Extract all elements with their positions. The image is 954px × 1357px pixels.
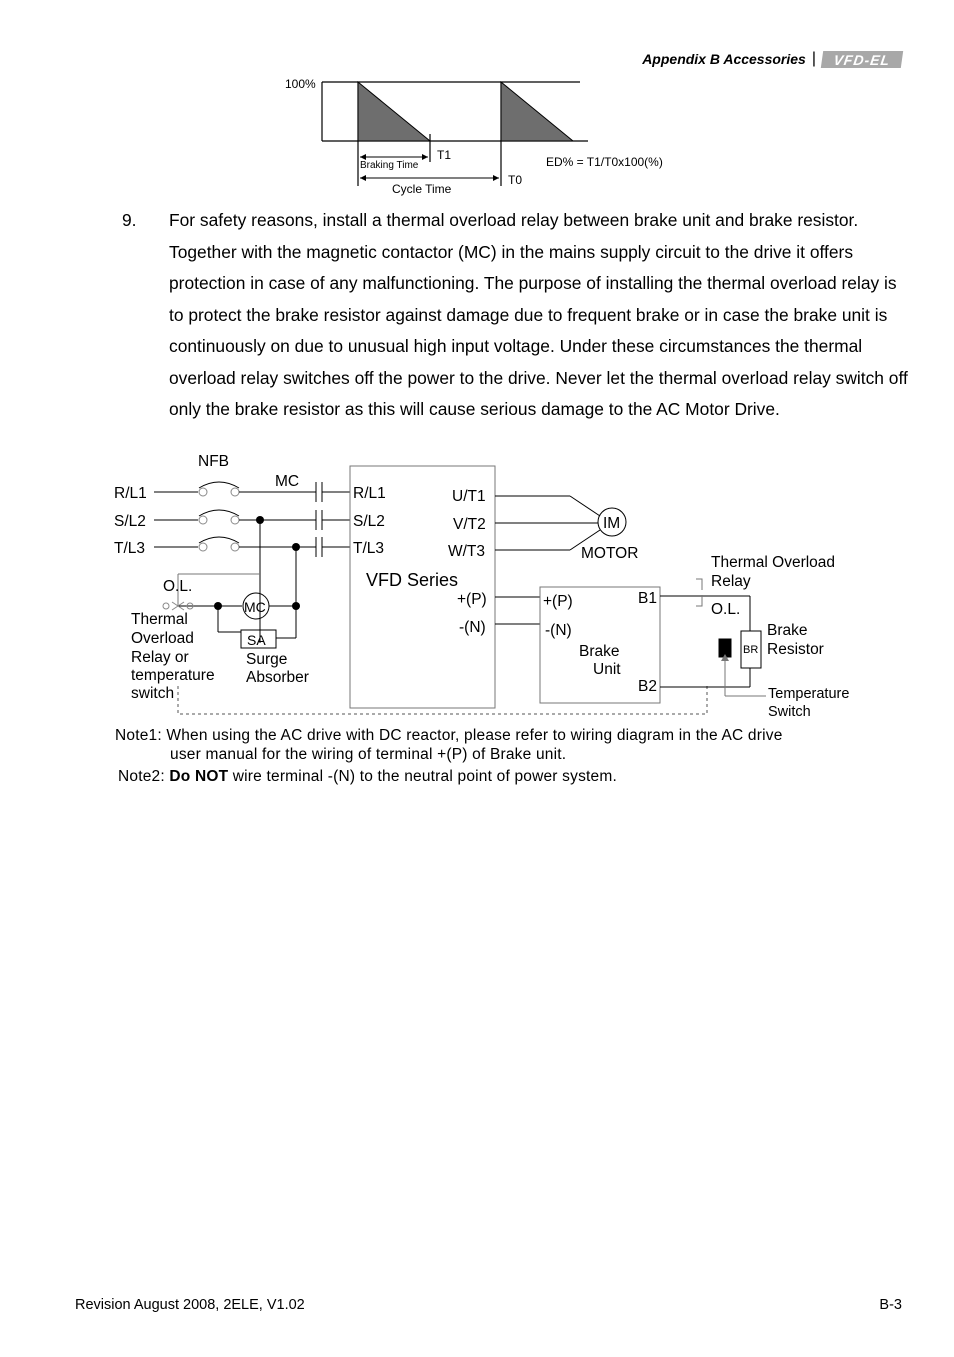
ol-right-label: O.L. (711, 601, 741, 618)
surge-absorber-label-2: Absorber (246, 669, 309, 686)
note2-rest: wire terminal -(N) to the neutral point of power system. (228, 768, 617, 785)
b1-terminal: B1 (638, 590, 657, 607)
motor-label: MOTOR (581, 545, 639, 562)
note2-bold: Do NOT (169, 768, 229, 785)
y-label-100: 100% (285, 77, 316, 91)
tor-label-2: Overload (131, 630, 194, 647)
brake-unit-label-2: Unit (593, 661, 621, 678)
cycle-time-label: Cycle Time (392, 182, 452, 196)
header-section-title: Appendix B Accessories (642, 51, 806, 67)
note1-line1: Note1: When using the AC drive with DC reactor, please refer to wiring diagram in the AC drive (115, 727, 783, 744)
s-l2-terminal: S/L2 (353, 513, 385, 530)
footer-page-number: B-3 (879, 1297, 902, 1313)
im-label: IM (603, 515, 621, 532)
braking-timing-diagram (280, 74, 700, 202)
t1-label: T1 (437, 148, 452, 162)
junction-dot (256, 516, 264, 524)
tor-label-5: switch (131, 685, 175, 702)
note1-line2: user manual for the wiring of terminal +(P) of Brake unit. (170, 746, 567, 763)
braking-pulse-2 (501, 82, 573, 141)
b2-terminal: B2 (638, 678, 657, 695)
item-text: For safety reasons, install a thermal overload relay between brake unit and brake resistor. Together with the magnetic contactor (MC) in the mains supply circuit to the drive it offers protection in case of any malfunctioning. The purpose of installing the thermal overload relay is to protect the brake resistor against damage due to frequent brake or in case the brake unit is continuously on due to unusual high input voltage. Under these circumstances the thermal overload relay switches off the power to the drive. Never let the thermal overload relay switch off only the brake resistor as this will cause serious damage to the AC Motor Drive. (169, 210, 908, 419)
thermal-relay-label-2: Relay (711, 573, 751, 590)
s-l2-input-label: S/L2 (114, 513, 146, 530)
n-drive-terminal: -(N) (459, 619, 486, 636)
temperature-switch-label-1: Temperature (768, 686, 850, 702)
br-label: BR (743, 644, 759, 656)
item-number: 9. (122, 210, 137, 230)
p-brake-terminal: +(P) (543, 593, 573, 610)
arrowhead (360, 175, 366, 181)
braking-time-label: Braking Time (360, 160, 419, 171)
sa-label: SA (247, 632, 266, 648)
v-t2-terminal: V/T2 (453, 516, 486, 533)
n-brake-terminal: -(N) (545, 622, 572, 639)
r-l1-input-label: R/L1 (114, 485, 147, 502)
brake-resistor-label-1: Brake (767, 622, 808, 639)
tor-label-1: Thermal (131, 611, 188, 628)
arrowhead (493, 175, 499, 181)
w-t3-terminal: W/T3 (448, 543, 486, 560)
brake-unit-label-1: Brake (579, 643, 620, 660)
r-l1-terminal: R/L1 (353, 485, 386, 502)
note2 (118, 767, 895, 786)
p-drive-terminal: +(P) (457, 591, 487, 608)
vfd-el-logo: VFD-EL (821, 51, 903, 68)
t-l3-terminal: T/L3 (353, 540, 385, 557)
ol-left-label: O.L. (163, 578, 193, 595)
junction-dot (214, 602, 222, 610)
junction-dot (292, 543, 300, 551)
t-l3-input-label: T/L3 (114, 540, 146, 557)
page-header (642, 48, 902, 70)
braking-pulse-1 (358, 82, 430, 141)
ed-formula: ED% = T1/T0x100(%) (546, 155, 663, 169)
thermal-relay-label-1: Thermal Overload (711, 554, 836, 571)
u-t1-terminal: U/T1 (452, 488, 486, 505)
tor-label-4: temperature (131, 667, 215, 684)
vfd-series-label: VFD Series (366, 570, 459, 590)
note2-prefix: Note2: (118, 768, 170, 785)
arrowhead (422, 154, 428, 160)
brake-wiring-diagram (110, 446, 890, 726)
header-separator: | (811, 50, 816, 67)
brake-resistor-label-2: Resistor (767, 641, 824, 658)
tor-label-3: Relay or (131, 649, 189, 666)
safety-item-9 (122, 205, 912, 426)
t0-label: T0 (508, 173, 523, 187)
junction-dot (292, 602, 300, 610)
footer-revision: Revision August 2008, 2ELE, V1.02 (75, 1297, 305, 1313)
mc-label: MC (275, 473, 300, 490)
nfb-label: NFB (198, 453, 229, 470)
temperature-switch-label-2: Switch (768, 704, 811, 720)
surge-absorber-label-1: Surge (246, 651, 288, 668)
mc-coil-label: MC (244, 599, 266, 615)
notes-block (115, 726, 895, 786)
